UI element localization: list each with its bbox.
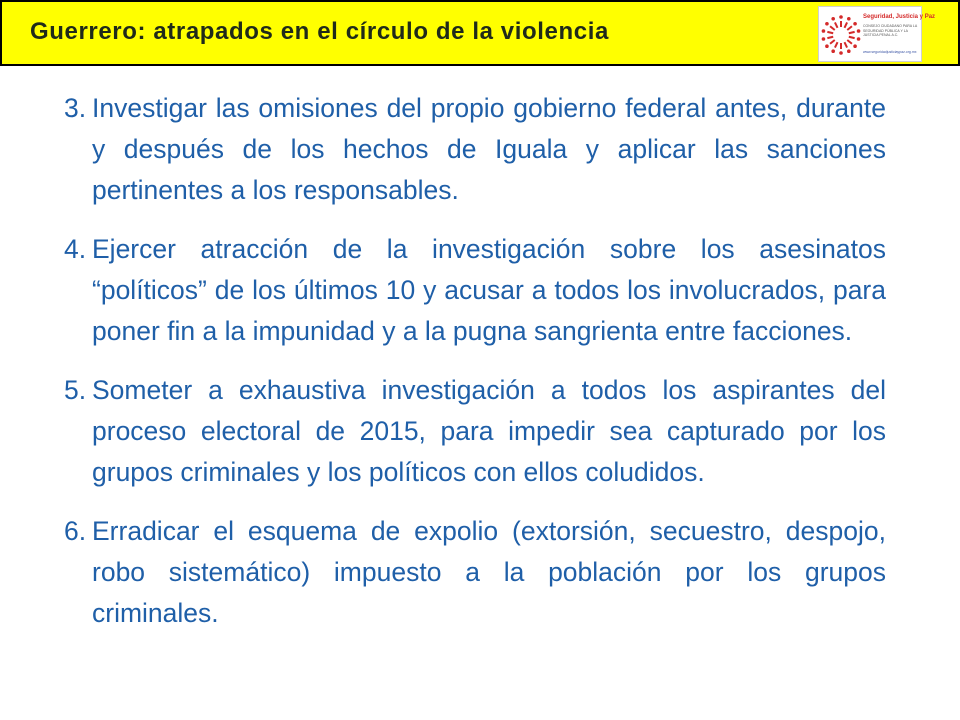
figure-body [827,32,833,33]
figure-body [849,32,855,33]
figure-head [853,22,857,26]
item-number: 4. [64,234,87,264]
logo-subtitle: CONSEJO CIUDADANO PARA LA SEGURIDAD PÚBLICA Y LA JUSTICIA PENAL A.C. [863,24,918,37]
figure-head [857,29,861,33]
figure-head [847,49,851,53]
measures-list [64,88,886,652]
logo-url: www.seguridadjusticiaypaz.org.mx [863,50,917,54]
list-item [64,511,886,634]
figure-head [847,17,851,21]
item-number: 5. [64,375,87,405]
figure-body [847,40,852,44]
figure-body [827,37,833,38]
item-text: Someter a exhaustiva investigación a todos los aspirantes del proceso electoral de 2015, para impedir sea capturado por los grupos criminales y los políticos con ellos coludidos. [92,375,886,487]
figure-head [839,51,843,55]
item-text: Ejercer atracción de la investigación sobre los asesinatos “políticos” de los últimos 10 y acusar a todos los involucrados, para poner fin a la impunidad y a la pugna sangrienta entre facciones. [92,234,886,346]
logo-name: Seguridad, Justicia y Paz [863,14,936,20]
ring-of-figures-icon [821,9,863,61]
figure-head [822,29,826,33]
figure-head [825,22,829,26]
figure-body [830,40,835,44]
list-item [64,229,886,352]
figure-head [853,44,857,48]
list-item [64,88,886,211]
header-bar [0,0,960,66]
figure-body [835,42,838,47]
figure-body [849,37,855,38]
figure-head [825,44,829,48]
figure-body [835,22,838,27]
item-text: Erradicar el esquema de expolio (extorsión, secuestro, despojo, robo sistemático) impuesto a la población por los grupos criminales. [92,516,886,628]
item-number: 6. [64,516,87,546]
figure-head [831,49,835,53]
item-text: Investigar las omisiones del propio gobierno federal antes, durante y después de los hechos de Iguala y aplicar las sanciones pertinentes a los responsables. [92,93,886,205]
figure-head [857,37,861,41]
figure-body [844,22,847,27]
organization-logo [818,6,936,62]
figure-head [822,37,826,41]
figure-body [830,26,835,30]
list-item [64,370,886,493]
item-number: 3. [64,93,87,123]
figure-head [839,15,843,19]
figure-head [831,17,835,21]
page-title: Guerrero: atrapados en el círculo de la violencia [30,18,609,45]
figure-body [847,26,852,30]
figure-body [844,42,847,47]
